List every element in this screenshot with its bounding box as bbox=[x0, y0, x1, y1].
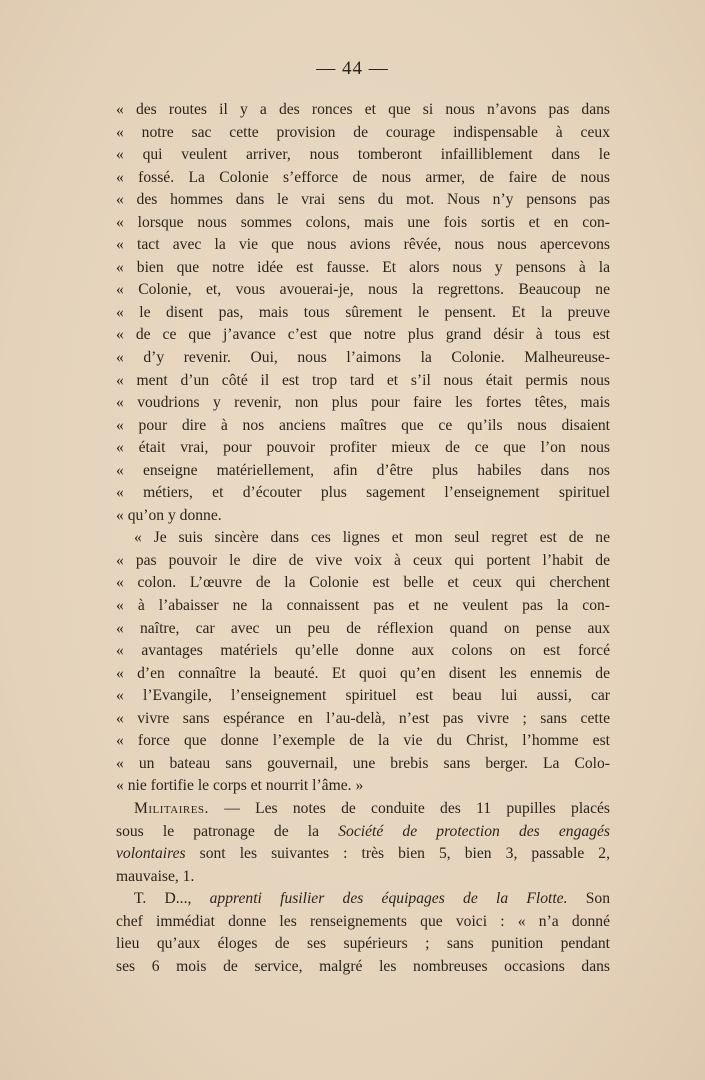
text-line: « Je suis sincère dans ces lignes et mon seul regret est de ne bbox=[134, 529, 610, 547]
text-line: « nie fortifie le corps et nourrit l’âme. » bbox=[116, 777, 364, 795]
text-line: « force que donne l’exemple de la vie du Christ, l’homme est bbox=[116, 732, 610, 750]
text-line: « de ce que j’avance c’est que notre plus grand désir à tous est bbox=[116, 326, 610, 344]
text-line: « naître, car avec un peu de réflexion quand on pense aux bbox=[116, 619, 610, 637]
text-line: « à l’abaisser ne la connaissent pas et ne veulent pas la con- bbox=[116, 597, 610, 615]
text-line: « métiers, et d’écouter plus sagement l’enseignement spirituel bbox=[116, 484, 610, 502]
text-line: « bien que notre idée est fausse. Et alors nous y pensons à la bbox=[116, 258, 610, 276]
text-span: sous le patronage de la bbox=[116, 822, 339, 840]
text-line: « colon. L’œuvre de la Colonie est belle et ceux qui cherchent bbox=[116, 574, 610, 592]
militaires-line-4: mauvaise, 1. bbox=[116, 867, 195, 885]
militaires-line-2 bbox=[116, 821, 610, 844]
text-span: Son bbox=[567, 890, 610, 908]
text-line: « l’Evangile, l’enseignement spirituel est beau lui aussi, car bbox=[116, 687, 610, 705]
text-line: « qu’on y donne. bbox=[116, 506, 222, 524]
italic-span: Société de protection des engagés bbox=[338, 822, 610, 840]
page-number: — 44 — bbox=[316, 58, 389, 79]
militaires-line-1 bbox=[116, 798, 610, 821]
text-span: sont les suivantes : très bien 5, bien 3, passable 2, bbox=[185, 845, 610, 863]
militaires-line-3 bbox=[116, 843, 610, 866]
text-line: « tact avec la vie que nous avions rêvée, nous nous apercevons bbox=[116, 236, 610, 254]
text-line: « pas pouvoir le dire de vive voix à ceux qui portent l’habit de bbox=[116, 551, 610, 569]
text-line: « pour dire à nos anciens maîtres que ce qu’ils nous disaient bbox=[116, 416, 610, 434]
td-line-3: lieu qu’aux éloges de ses supérieurs ; sans punition pendant bbox=[116, 935, 610, 953]
text-line: « voudrions y revenir, non plus pour faire les fortes têtes, mais bbox=[116, 394, 610, 412]
section-label: Militaires. bbox=[134, 799, 209, 817]
italic-span: volontaires bbox=[116, 845, 186, 863]
text-line: « notre sac cette provision de courage indispensable à ceux bbox=[116, 123, 610, 141]
text-line: « qui veulent arriver, nous tomberont infailliblement dans le bbox=[116, 146, 610, 164]
text-line: « enseigne matériellement, afin d’être plus habiles dans nos bbox=[116, 461, 610, 479]
text-line: « était vrai, pour pouvoir profiter mieux de ce que l’on nous bbox=[116, 439, 610, 457]
text-line: « avantages matériels qu’elle donne aux colons on est forcé bbox=[116, 642, 610, 660]
td-line-4: ses 6 mois de service, malgré les nombreuses occasions dans bbox=[116, 957, 610, 975]
text-line: « des hommes dans le vrai sens du mot. Nous n’y pensons pas bbox=[116, 191, 610, 209]
text-line: « d’y revenir. Oui, nous l’aimons la Colonie. Malheureuse- bbox=[116, 349, 610, 367]
text-line: « fossé. La Colonie s’efforce de nous armer, de faire de nous bbox=[116, 168, 610, 186]
text-line: « Colonie, et, vous avouerai-je, nous la regrettons. Beaucoup ne bbox=[116, 281, 610, 299]
text-block bbox=[116, 99, 610, 978]
text-span: — Les notes de conduite des 11 pupilles placés bbox=[208, 799, 610, 817]
text-line: « lorsque nous sommes colons, mais une fois sortis et en con- bbox=[116, 213, 610, 231]
text-line: « le disent pas, mais tous sûrement le pensent. Et la preuve bbox=[116, 303, 610, 321]
italic-span: apprenti fusilier des équipages de la Flotte. bbox=[209, 890, 568, 908]
text-line: « vivre sans espérance en l’au-delà, n’est pas vivre ; sans cette bbox=[116, 709, 610, 727]
text-line: « un bateau sans gouvernail, une brebis sans berger. La Colo- bbox=[116, 754, 610, 772]
text-line: « d’en connaître la beauté. Et quoi qu’en disent les ennemis de bbox=[116, 664, 610, 682]
td-line-1 bbox=[116, 888, 610, 911]
text-line: « des routes il y a des ronces et que si nous n’avons pas dans bbox=[116, 101, 610, 118]
text-span: T. D..., bbox=[134, 890, 210, 908]
text-line: « ment d’un côté il est trop tard et s’il nous était permis nous bbox=[116, 371, 610, 389]
td-line-2: chef immédiat donne les renseignements que voici : « n’a donné bbox=[116, 912, 610, 930]
